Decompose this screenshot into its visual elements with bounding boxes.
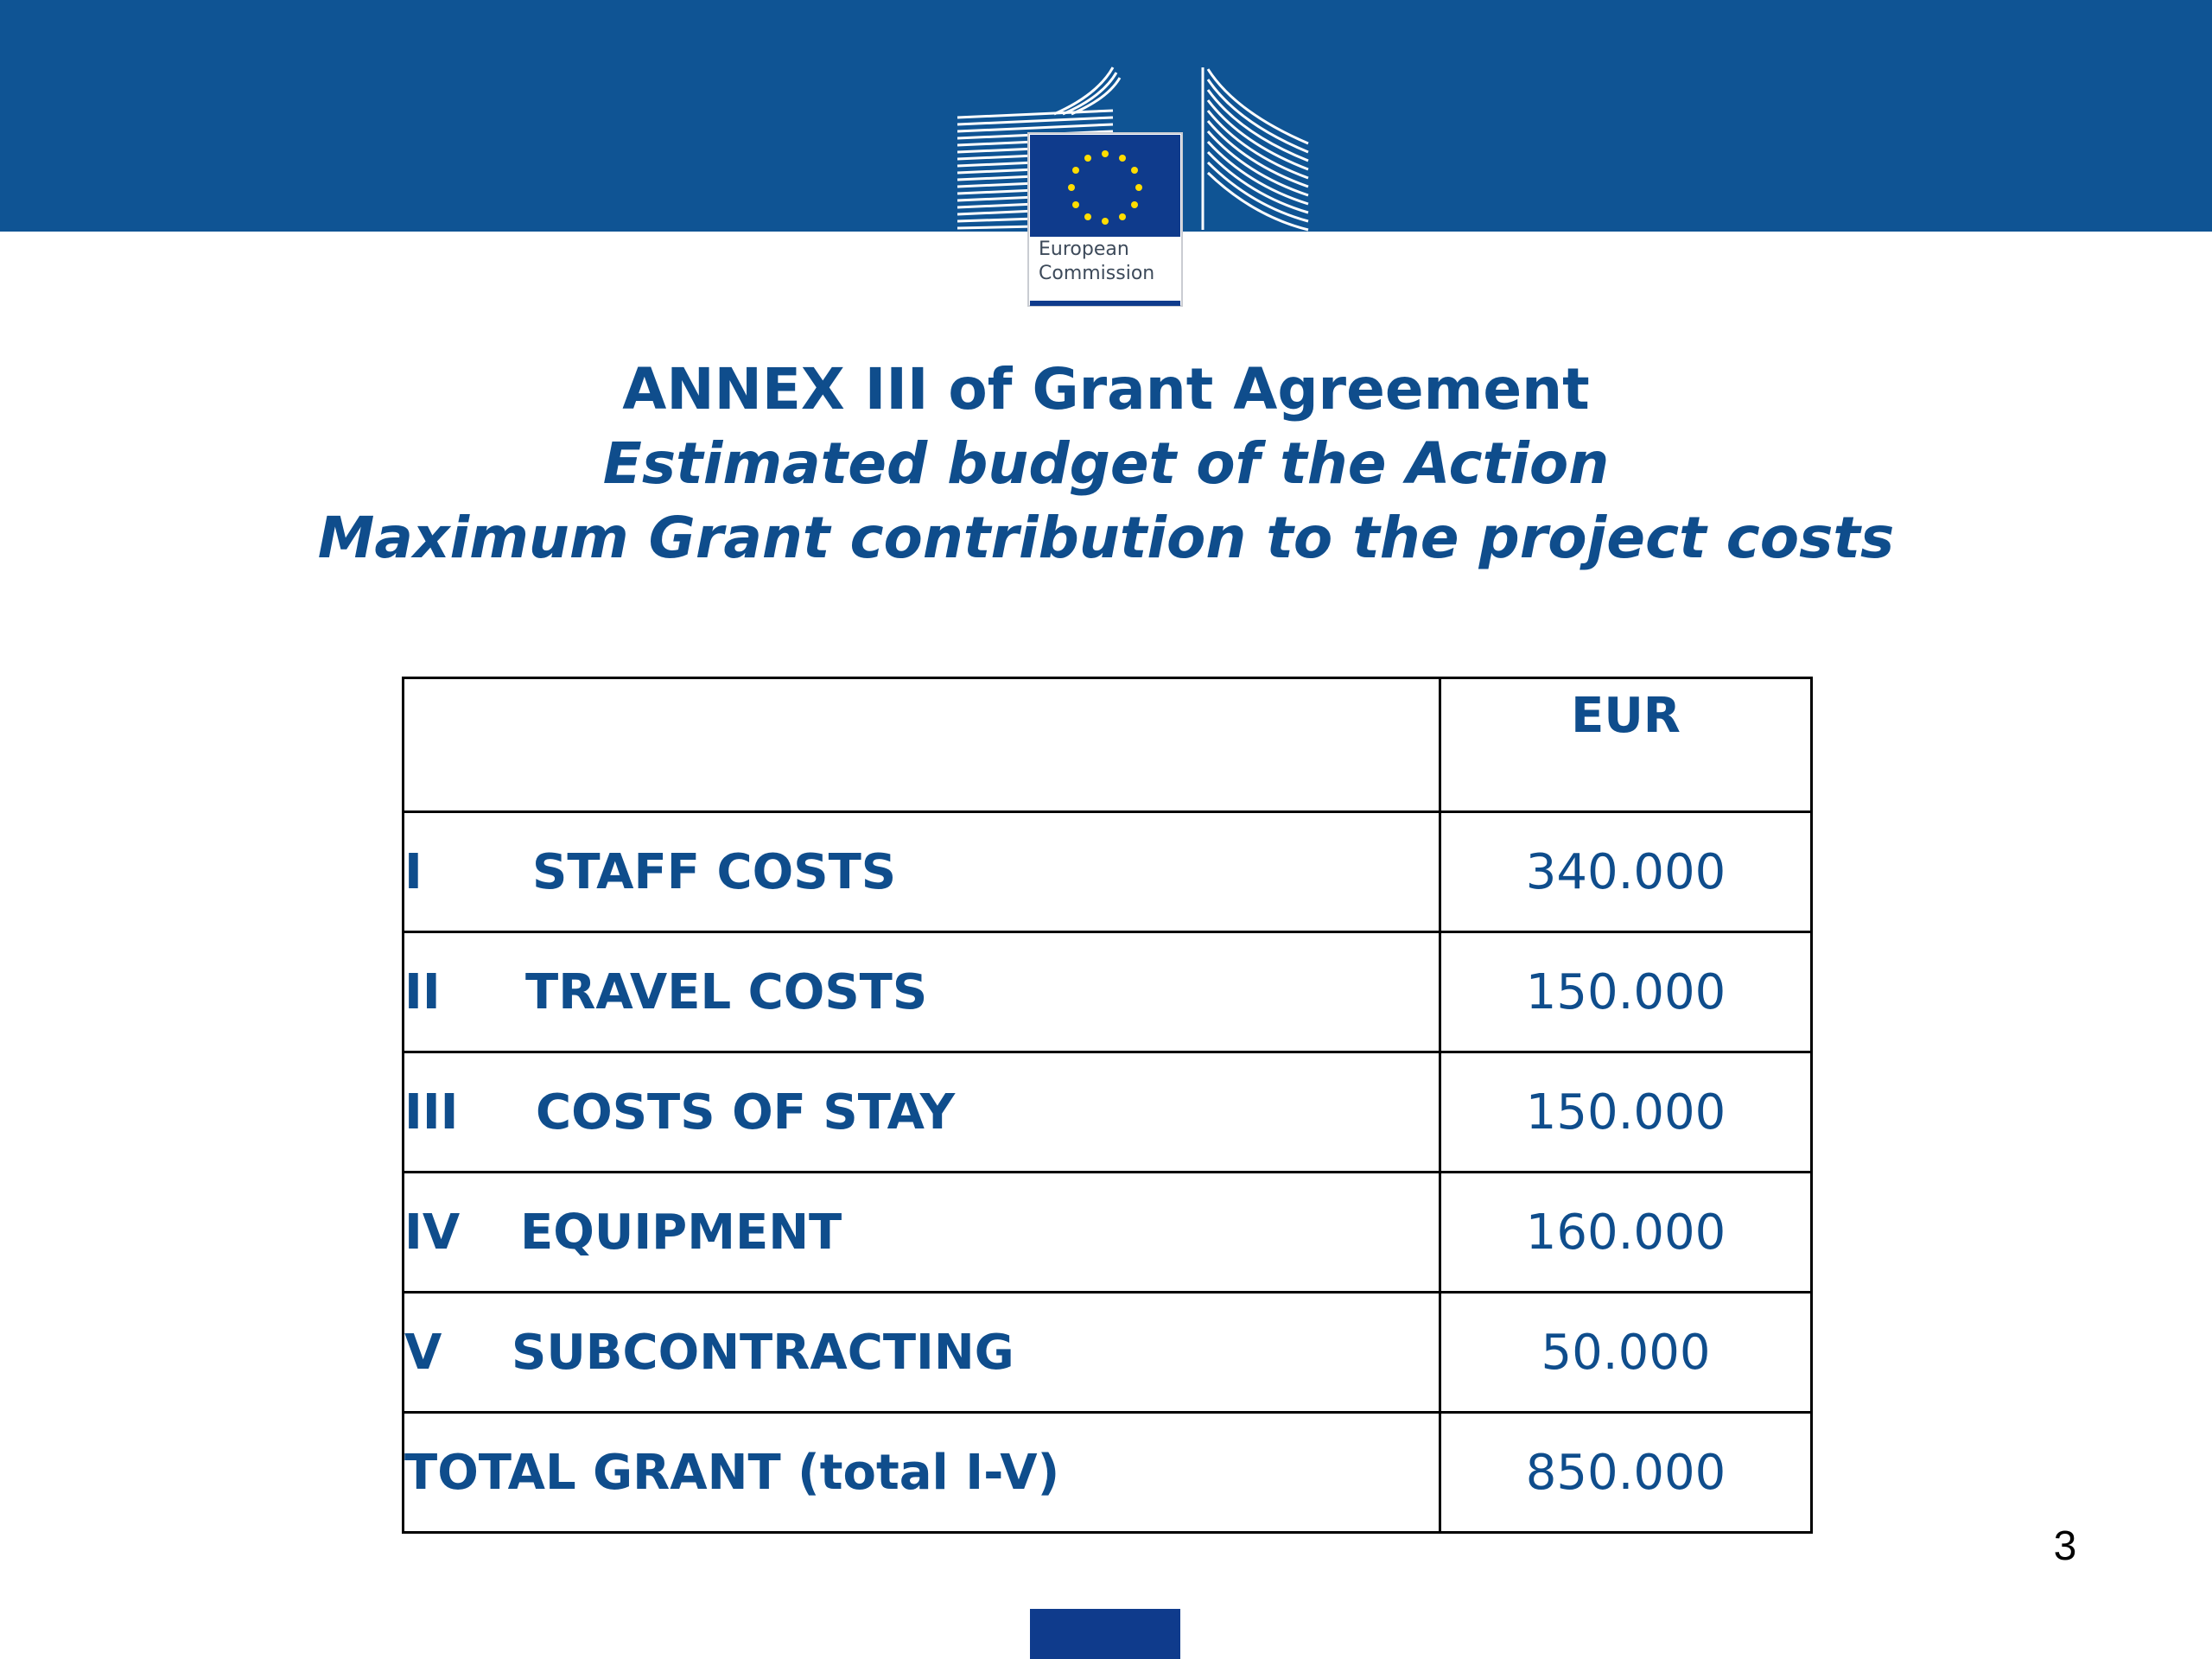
row-label-cell (404, 1052, 1440, 1173)
table-row (404, 932, 1812, 1052)
row-label-cell (404, 812, 1440, 932)
row-value: 340.000 (1440, 812, 1812, 932)
row-label-cell (404, 932, 1440, 1052)
row-number: I (404, 843, 423, 900)
table-row (404, 1052, 1812, 1173)
table-header-row (404, 678, 1812, 812)
total-value: 850.000 (1440, 1413, 1812, 1533)
row-value: 150.000 (1440, 932, 1812, 1052)
row-label-cell (404, 1293, 1440, 1413)
title-line-max-grant: Maximum Grant contribution to the project costs (317, 505, 1895, 571)
row-label: COSTS OF STAY (536, 1084, 956, 1141)
budget-table (402, 677, 1813, 1534)
logo-text (1039, 238, 1185, 286)
row-value: 50.000 (1440, 1293, 1812, 1413)
row-label-cell (404, 1173, 1440, 1293)
total-label: TOTAL GRANT (total I-V) (404, 1413, 1440, 1533)
footer-tab (1030, 1609, 1180, 1659)
row-label: TRAVEL COSTS (525, 963, 928, 1020)
title-line-budget: Estimated budget of the Action (602, 430, 1610, 497)
page-title (0, 353, 2212, 575)
european-commission-logo (950, 60, 1313, 311)
row-label: STAFF COSTS (532, 843, 897, 900)
row-number: III (404, 1084, 459, 1141)
row-value: 160.000 (1440, 1173, 1812, 1293)
table-row (404, 812, 1812, 932)
row-label: SUBCONTRACTING (512, 1324, 1014, 1381)
header-empty-cell (404, 678, 1440, 812)
logo-text-line-2: Commission (1039, 263, 1155, 284)
row-value: 150.000 (1440, 1052, 1812, 1173)
page-number: 3 (2053, 1523, 2077, 1569)
row-number: II (404, 963, 441, 1020)
header-currency-cell (1440, 678, 1812, 812)
logo-text-line-1: European (1039, 238, 1129, 260)
row-label: EQUIPMENT (520, 1204, 842, 1261)
title-line-annex: ANNEX III of Grant Agreement (622, 356, 1590, 423)
row-number: V (404, 1324, 442, 1381)
table-total-row (404, 1413, 1812, 1533)
table-row (404, 1173, 1812, 1293)
row-number: IV (404, 1204, 461, 1261)
table-row (404, 1293, 1812, 1413)
currency-label: EUR (1571, 688, 1681, 744)
